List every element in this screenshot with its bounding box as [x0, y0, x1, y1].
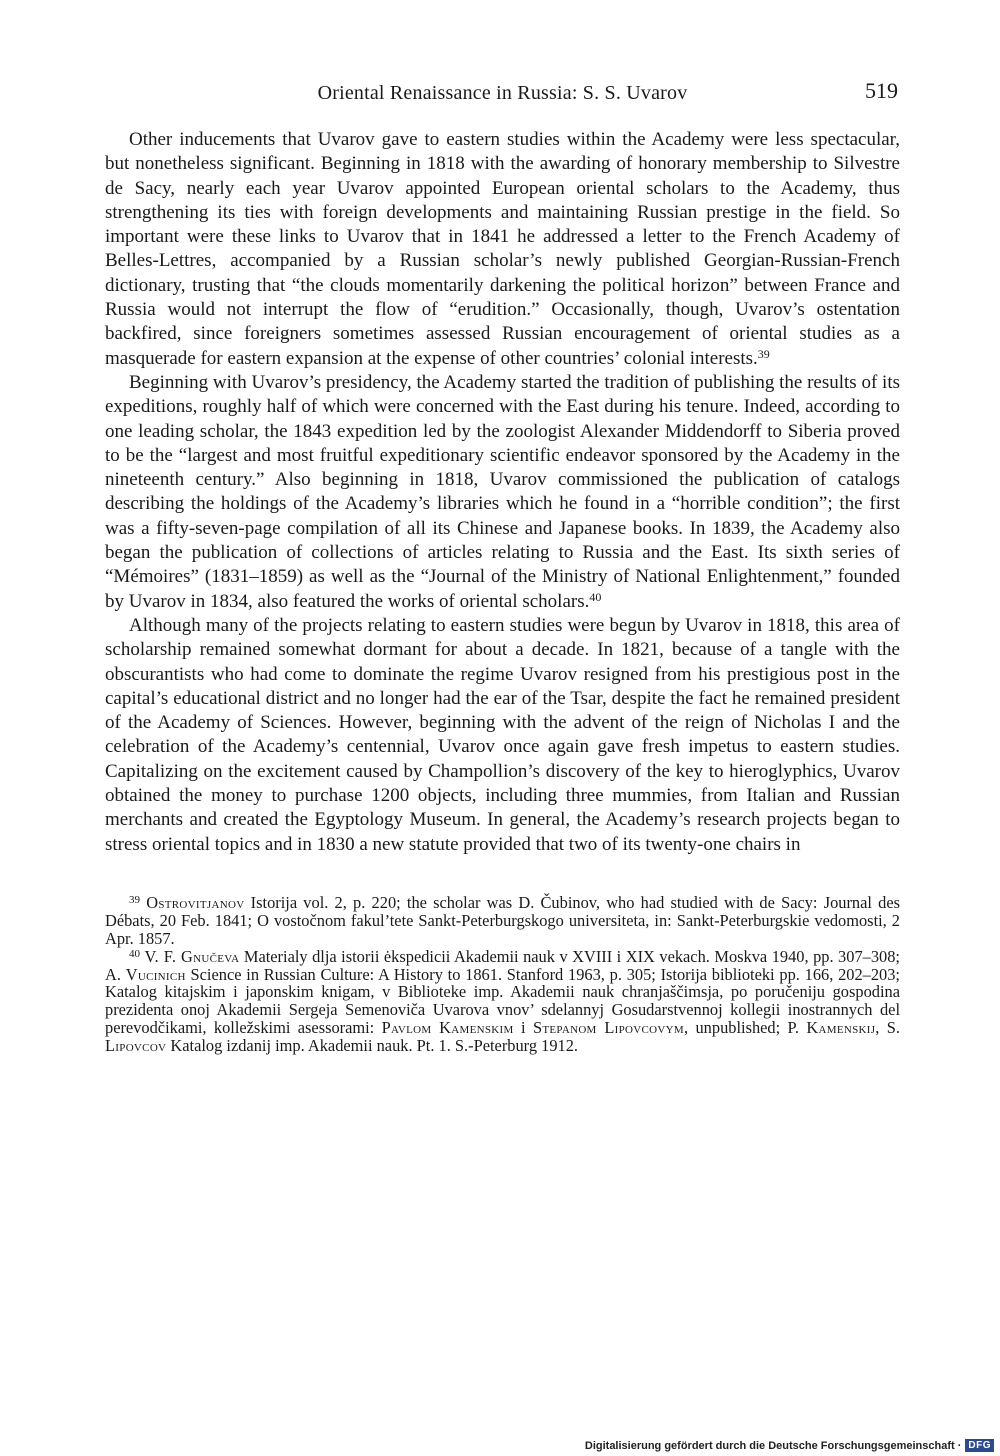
page-number: 519	[865, 78, 898, 103]
dfg-logo: DFG	[965, 1439, 994, 1452]
footnote-text: Materialy dlja istorii ėkspedicii Akademii nauk v XVIII i XIX vekach. Moskva 1940, pp. 307–308; A.	[105, 946, 900, 984]
paragraph-text: Although many of the projects relating to eastern studies were begun by Uvarov in 1818, this area of scholarship remained somewhat dormant for about a decade. In 1821, because of a tangle with the obscurantists who had come to dominate the regime Uvarov resigned from his prestigious post in the capital’s educational district and no longer had the ear of the Tsar, despite the fact he remained president of the Academy of Sciences. However, beginning with the advent of the reign of Nicholas I and the celebration of the Academy’s centennial, Uvarov once again gave fresh impetus to eastern studies. Capitalizing on the excitement caused by Champollion’s discovery of the key to hieroglyphics, Uvarov obtained the money to purchase 1200 objects, including three mummies, from Italian and Russian merchants and created the Egyptology Museum. In general, the Academy’s research projects began to stress oriental topics and in 1830 a new statute provided that two of its twenty-one chairs in	[105, 614, 900, 855]
paragraph-3	[105, 614, 900, 857]
footnote-40	[105, 948, 900, 1055]
footnote-text: i	[513, 1018, 533, 1038]
running-head: Oriental Renaissance in Russia: S. S. Uvarov	[317, 82, 688, 104]
author-name: Stepanom Lipovcovym	[532, 1018, 684, 1038]
paragraph-1	[105, 128, 900, 371]
footnote-ref-40: 40	[589, 589, 602, 604]
author-name: V. F. Gnučeva	[144, 946, 240, 966]
paragraph-text: Beginning with Uvarov’s presidency, the Academy started the tradition of publishing the results of its expeditions, roughly half of which were concerned with the East during his tenure. Indeed, according to one leading scholar, the 1843 expedition led by the zoologist Alexander Middendorff to Siberia proved to be the “largest and most fruitful expeditionary scientific endeavor sponsored by the Academy in the nineteenth century.” Also beginning in 1818, Uvarov commissioned the publication of catalogs describing the holdings of the Academy’s libraries which he found in a “horrible condition”; the first was a fifty-seven-page compilation of all its Chinese and Japanese books. In 1839, the Academy also began the publication of collections of articles relating to Russia and the East. Its sixth series of “Mémoires” (1831–1859) as well as the “Journal of the Ministry of National Enlightenment,” founded by Uvarov in 1834, also featured the works of oriental scholars.	[105, 371, 900, 612]
footnote-text: Katalog izdanij imp. Akademii nauk. Pt. 1. S.-Peterburg 1912.	[166, 1036, 578, 1056]
paragraph-2	[105, 371, 900, 614]
author-name: Lipovcov	[105, 1036, 167, 1056]
body-text	[105, 128, 900, 857]
footnote-number: 39	[129, 893, 140, 906]
footnote-text: Istorija vol. 2, p. 220; the scholar was D. Čubinov, who had studied with de Sacy: Journal des Débats, 20 Feb. 1841; O vostočnom fakul’tete Sankt-Peterburgskogo universiteta, in: Sankt-Peterburgskie vedomosti, 2 Apr. 1857.	[105, 892, 901, 948]
footnote-text: Science in Russian Culture: A History to 1861. Stanford 1963, p. 305; Istorija biblioteki pp. 166, 202–203; Katalog kitajskim i japonskim knigam, v Biblioteke imp. Akademii nauk chranjaščimsja, po poručeniju gospodina prezidenta onoj Akademii Sergeja Semenoviča Uvarova vnov’ sdelannyj Gosudarstvennoj kollegii inostrannych del perevodčikami, kolležskimi asessorami:	[105, 964, 900, 1038]
footnote-39	[105, 894, 900, 948]
paragraph-text: Other inducements that Uvarov gave to eastern studies within the Academy were less spectacular, but nonetheless significant. Beginning in 1818 with the awarding of honorary membership to Silvestre de Sacy, nearly each year Uvarov appointed European oriental scholars to the Academy, thus strengthening its ties with foreign developments and maintaining Russian prestige in the field. So important were these links to Uvarov that in 1841 he addressed a letter to the French Academy of Belles-Lettres, accompanied by a Russian scholar’s newly published Georgian-Russian-French dictionary, trusting that “the clouds momentarily darkening the political horizon” between France and Russia would not interrupt the flow of “erudition.” Occasionally, though, Uvarov’s ostentation backfired, since foreigners sometimes assessed Russian encouragement of oriental studies as a masquerade for eastern expansion at the expense of other countries’ colonial interests.	[105, 129, 900, 369]
digitization-footer	[585, 1439, 994, 1452]
footnotes	[105, 894, 900, 1055]
digitization-note: Digitalisierung gefördert durch die Deutsche Forschungsgemeinschaft ·	[584, 1439, 962, 1452]
footnote-ref-39: 39	[757, 346, 770, 361]
page-header	[105, 76, 900, 108]
author-name: Ostrovitjanov	[146, 892, 245, 912]
footnote-text: , unpublished; P.	[683, 1018, 807, 1038]
author-name: Vucinich	[125, 964, 186, 984]
footnote-text: , S.	[875, 1018, 901, 1038]
author-name: Pavlom Kamenskim	[381, 1018, 514, 1038]
page	[105, 76, 900, 1055]
footnote-number: 40	[129, 947, 140, 960]
author-name: Kamenskij	[806, 1018, 876, 1038]
